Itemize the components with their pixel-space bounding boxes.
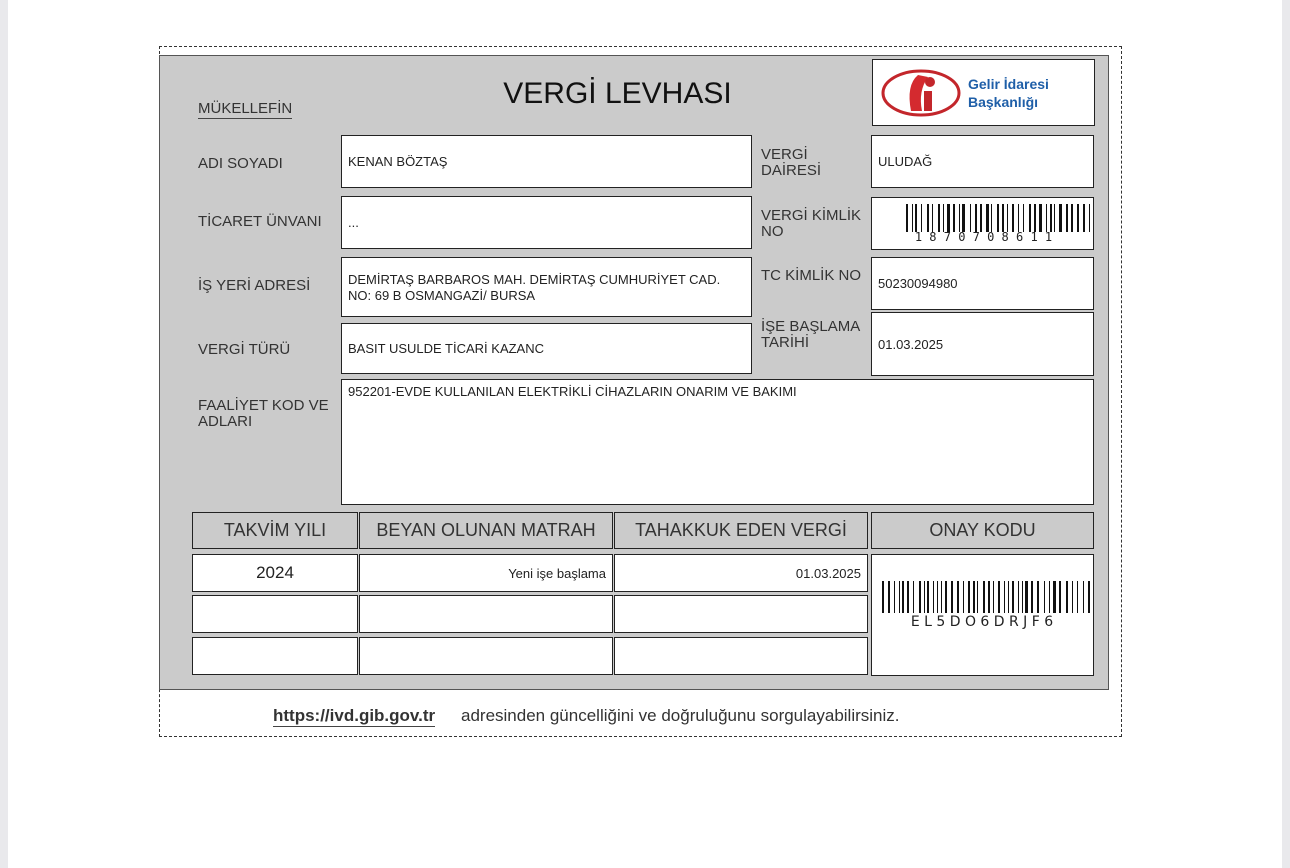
barcode-bar [1054,204,1055,232]
barcode-bar [978,204,979,232]
barcode-bar [888,581,890,613]
barcode-bar [1071,204,1073,232]
barcode-bar [961,204,962,232]
barcode-bar [923,204,926,232]
barcode-bar [1074,204,1076,232]
barcode-bar [1015,204,1017,232]
barcode-bar [1066,581,1068,613]
adi-soyadi-label: ADI SOYADI [198,155,283,172]
barcode-bar [1023,204,1024,232]
barcode-bar [1080,204,1083,232]
barcode-bar [965,581,967,613]
barcode-bar [1000,204,1001,232]
barcode-bar [963,581,965,613]
barcode-bar [1019,581,1021,613]
barcode-bar [1015,581,1017,613]
onay-kodu-value: E L 5 D O 6 D R J F 6 [910,614,1054,630]
barcode-bar [1012,204,1014,232]
barcode-bar [1088,581,1090,613]
barcode-bar [986,581,987,613]
table-cell [614,595,868,633]
barcode-bar [951,204,952,232]
barcode-bar [938,581,940,613]
barcode-bar [912,204,913,232]
barcode-bar [1089,204,1090,232]
table-cell [192,595,358,633]
vergi-turu-label: VERGİ TÜRÜ [198,341,291,358]
barcode-bar [988,581,990,613]
barcode-bar [943,204,945,232]
barcode-bar [1056,204,1058,232]
barcode-bar [919,581,921,613]
logo-line2: Başkanlığı [968,93,1039,110]
barcode-bar [966,204,969,232]
barcode-bars [882,581,1093,613]
barcode-bars [906,204,1093,232]
barcode-bar [882,581,884,613]
table-cell: 2024 [192,554,358,592]
barcode-bar [934,204,937,232]
barcode-bar [933,581,934,613]
gib-logo [872,59,1095,126]
barcode-bar [991,581,992,613]
barcode-bar [990,204,991,232]
table-cell: 01.03.2025 [614,554,868,592]
barcode-bar [1084,581,1086,613]
barcode-bar [947,204,950,232]
barcode-bar [1046,581,1048,613]
barcode-bar [1049,581,1050,613]
barcode-bar [914,204,915,232]
header-tahakkuk-eden-vergi: TAHAKKUK EDEN VERGİ [614,512,868,549]
vergi-dairesi-value: ULUDAĞ [871,135,1094,188]
barcode-bar [1010,581,1011,613]
barcode-bar [1002,204,1004,232]
barcode-bar [1074,581,1076,613]
barcode-bar [954,581,956,613]
is-yeri-adresi-label: İŞ YERİ ADRESİ [198,277,311,294]
barcode-bar [970,204,971,232]
barcode-bar [960,581,962,613]
barcode-bar [894,581,895,613]
barcode-bar [1029,204,1031,232]
barcode-bar [945,581,947,613]
barcode-bar [915,204,917,232]
vergi-kimlik-no-value: 1 8 7 0 7 0 8 6 1 1 [914,230,1053,244]
table-cell [359,595,613,633]
footer-text: adresinden güncelliğini ve doğruluğunu sorgulayabilirsiniz. [461,706,900,725]
barcode-bar [1079,581,1081,613]
onay-kodu-barcode [871,554,1094,676]
barcode-bar [945,204,946,232]
barcode-bar [1031,581,1033,613]
barcode-bar [1057,581,1059,613]
adi-soyadi-value: KENAN BÖZTAŞ [341,135,752,188]
barcode-bar [1059,204,1062,232]
barcode-bar [1020,204,1023,232]
barcode-bar [902,581,904,613]
tc-kimlik-no-value: 50230094980 [871,257,1094,310]
barcode-bar [1048,204,1049,232]
barcode-bar [998,581,1000,613]
barcode-bar [1077,204,1079,232]
barcode-bar [957,581,959,613]
faaliyet-value: 952201-EVDE KULLANILAN ELEKTRİKLİ CİHAZLARIN ONARIM VE BAKIMI [341,379,1094,505]
barcode-bar [1050,204,1052,232]
barcode-bar [1066,204,1069,232]
barcode-bar [913,581,914,613]
vergi-dairesi-label: VERGİ DAİRESİ [761,146,822,179]
section-label: MÜKELLEFİN [198,100,293,117]
barcode-bar [1008,581,1009,613]
barcode-bar [972,204,974,232]
barcode-bar [986,204,989,232]
barcode-bar [925,581,926,613]
ise-baslama-value: 01.03.2025 [871,312,1094,376]
barcode-bar [906,204,908,232]
barcode-bar [910,581,912,613]
is-yeri-adresi-value [341,257,752,317]
table-cell [359,637,613,675]
barcode-bar [1025,581,1027,613]
header-onay-kodu: ONAY KODU [871,512,1094,549]
barcode-bar [997,204,999,232]
barcode-bar [983,204,985,232]
table-cell [192,637,358,675]
logo-line1: Gelir İdaresi [968,75,1049,92]
faaliyet-label: FAALİYET KOD VE ADLARI [198,397,329,430]
barcode-bar [1018,581,1019,613]
barcode-bar [951,581,953,613]
barcode-bar [962,204,965,232]
barcode-bar [1025,204,1028,232]
barcode-bar [932,204,933,232]
barcode-bar [977,581,978,613]
barcode-bar [980,204,982,232]
barcode-bar [943,581,944,613]
barcode-bar [938,204,940,232]
barcode-bar [930,581,932,613]
barcode-bar [1046,204,1047,232]
barcode-bar [930,204,932,232]
barcode-bar [1034,204,1036,232]
barcode-bar [1022,581,1023,613]
barcode-bar [991,204,992,232]
barcode-bar [937,581,938,613]
barcode-bar [1043,204,1045,232]
barcode-bar [909,204,911,232]
barcode-bar [1037,204,1039,232]
barcode-bar [1077,581,1079,613]
barcode-bar [941,581,942,613]
barcode-bar [1069,581,1071,613]
barcode-bar [983,581,985,613]
barcode-bar [979,581,981,613]
barcode-bar [1005,204,1006,232]
barcode-bar [1032,204,1033,232]
barcode-bar [901,581,902,613]
barcode-bar [1053,581,1055,613]
gib-logo-icon [878,65,964,121]
page-title: VERGİ LEVHASI [503,77,732,110]
barcode-bar [975,204,978,232]
barcode-bar [1083,581,1084,613]
barcode-bar [1004,581,1006,613]
barcode-bar [927,581,929,613]
address-line2: NO: 69 B OSMANGAZİ/ BURSA [348,288,536,303]
barcode-bar [1069,204,1070,232]
barcode-bar [1034,581,1036,613]
barcode-bar [935,581,936,613]
vergi-turu-value: BASIT USULDE TİCARİ KAZANC [341,323,752,374]
barcode-bar [993,204,996,232]
barcode-bar [959,204,960,232]
barcode-bar [922,581,923,613]
barcode-bar [885,581,887,613]
barcode-bar [1044,581,1046,613]
barcode-bar [899,581,900,613]
barcode-bar [1037,581,1039,613]
ise-baslama-label: İŞE BAŞLAMA TARİHİ [761,318,860,351]
barcode-bar [1053,204,1054,232]
barcode-bar [891,581,893,613]
barcode-bar [1091,204,1092,232]
barcode-bar [915,581,917,613]
barcode-bar [1008,204,1011,232]
barcode-bar [971,581,973,613]
vergi-kimlik-no-label: VERGİ KİMLİK NO [761,207,862,240]
barcode-bar [976,581,977,613]
barcode-bar [1086,204,1088,232]
barcode-bar [1039,204,1042,232]
barcode-bar [1083,204,1085,232]
header-takvim-yili: TAKVİM YILI [192,512,358,549]
barcode-bar [905,581,906,613]
barcode-bar [1091,581,1092,613]
table-cell [614,637,868,675]
barcode-bar [968,581,970,613]
barcode-bar [896,581,898,613]
barcode-bar [918,204,920,232]
barcode-bar [1059,581,1061,613]
verification-link[interactable]: https://ivd.gib.gov.tr [273,706,436,725]
barcode-bar [995,581,997,613]
tc-kimlik-no-label: TC KİMLİK NO [761,267,862,284]
barcode-bar [1024,581,1025,613]
ticaret-unvani-label: TİCARET ÜNVANI [198,213,322,230]
barcode-bar [1018,204,1019,232]
barcode-bar [924,581,925,613]
barcode-bar [921,204,922,232]
barcode-bar [956,204,958,232]
barcode-bar [1062,581,1064,613]
barcode-bar [1051,581,1053,613]
barcode-bar [1012,581,1014,613]
address-line1: DEMİRTAŞ BARBAROS MAH. DEMİRTAŞ CUMHURİYET CAD. [348,272,721,287]
barcode-bar [1029,581,1031,613]
barcode-bar [907,581,909,613]
barcode-bar [1006,581,1007,613]
header-beyan-olunan-matrah: BEYAN OLUNAN MATRAH [359,512,613,549]
vergi-kimlik-no-barcode [871,197,1094,250]
ticaret-unvani-value: ... [341,196,752,249]
barcode-bar [1040,581,1042,613]
barcode-bar [993,581,995,613]
barcode-bar [953,204,955,232]
table-cell: Yeni işe başlama [359,554,613,592]
barcode-bar [1063,204,1065,232]
barcode-bar [941,204,942,232]
barcode-bar [948,581,950,613]
barcode-bar [1001,581,1003,613]
barcode-bar [1072,581,1073,613]
barcode-bar [973,581,975,613]
barcode-bar [927,204,929,232]
barcode-bar [1007,204,1008,232]
